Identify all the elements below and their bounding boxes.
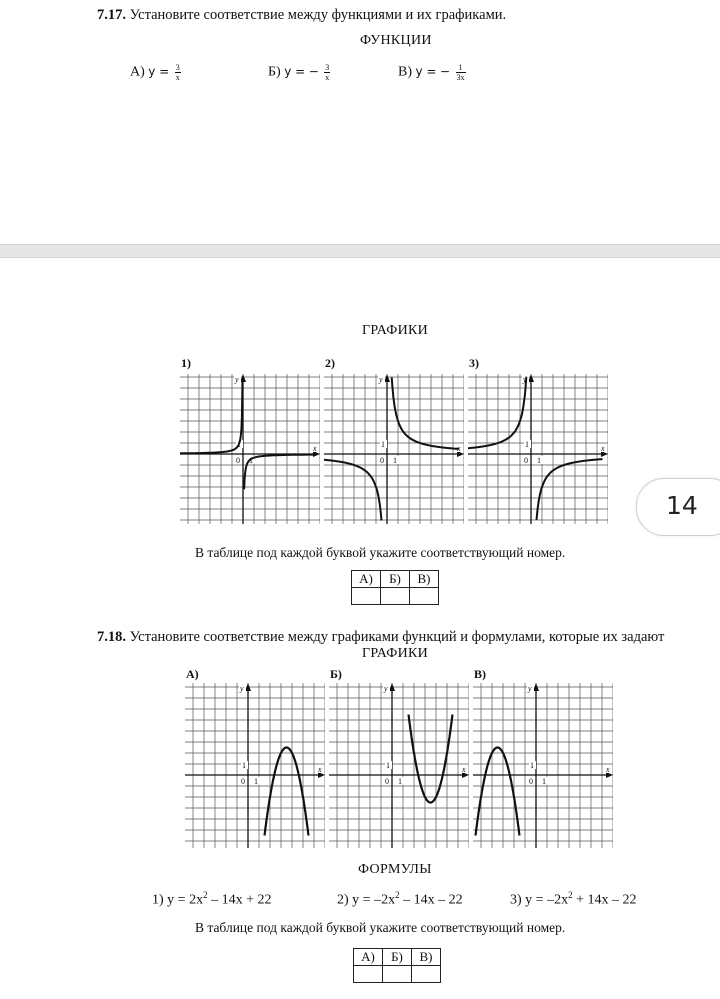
graph-1-curve <box>180 381 315 490</box>
task-718-title: Установите соответствие между графиками функций и формулами, которые их задают <box>129 629 665 645</box>
graph-1-origin-label: 0 <box>236 456 240 465</box>
instruction-718: В таблице под каждой буквой укажите соответствующий номер. <box>195 920 566 935</box>
graph-3-x-unit-label: 1 <box>537 456 541 465</box>
formula-2-number: 2) <box>337 892 349 908</box>
graph-2-origin-label: 0 <box>380 456 384 465</box>
page-divider <box>0 244 720 258</box>
graph-b-y-axis-label: y <box>384 684 388 693</box>
function-b-fraction: $\frac{3}{x}$ <box>325 63 330 82</box>
function-a-fraction: $\frac{3}{x}$ <box>175 63 180 82</box>
graph-b-grid <box>329 683 469 848</box>
task-717-title: Установите соответствие между функциями и их графиками. <box>129 7 507 23</box>
answer-table-718 <box>353 948 441 983</box>
graph-2 <box>324 374 464 524</box>
graph-c-grid <box>473 683 613 848</box>
graph-a-x-axis-label: x <box>318 765 322 774</box>
formula-3-part-b: + 14x – 22 <box>572 892 637 908</box>
graph-1-y-unit-label: 1 <box>237 440 241 449</box>
graph-c-label: В) <box>474 667 486 681</box>
answer-header-c: В) <box>410 571 439 588</box>
graph-c-y-unit-label: 1 <box>530 761 534 770</box>
answer-cell-a[interactable] <box>354 966 383 983</box>
answer-header-a: А) <box>354 949 383 966</box>
graph-2-y-axis-label: y <box>379 375 383 384</box>
answer-cell-b[interactable] <box>383 966 412 983</box>
graph-1-x-axis-label: x <box>313 444 317 453</box>
formula-2 <box>337 890 463 909</box>
graph-3-x-axis-label: x <box>601 444 605 453</box>
graph-b-x-axis-label: x <box>462 765 466 774</box>
graph-a-grid <box>185 683 325 848</box>
graph-a-label: А) <box>186 667 199 681</box>
function-b-letter: Б) <box>268 64 281 80</box>
answer-cell-b[interactable] <box>381 588 410 605</box>
formula-3 <box>510 890 636 909</box>
page-number: 14 <box>666 491 698 520</box>
task-718-number: 7.18. <box>97 629 126 645</box>
graph-c-x-unit-label: 1 <box>542 777 546 786</box>
function-a-lhs: y = <box>148 64 170 79</box>
graph-2-x-unit-label: 1 <box>393 456 397 465</box>
graph-1-label: 1) <box>181 356 191 370</box>
graph-1-y-axis-label: y <box>235 375 239 384</box>
graph-c-curve <box>476 748 520 836</box>
graph-1 <box>180 374 320 524</box>
formula-2-part-a: y = –2x <box>352 892 396 908</box>
formula-3-part-a: y = –2x <box>525 892 569 908</box>
function-a <box>130 63 181 82</box>
formula-3-number: 3) <box>510 892 522 908</box>
graph-3-curve <box>468 377 603 520</box>
graph-3 <box>468 374 608 524</box>
answer-cell-a[interactable] <box>352 588 381 605</box>
formula-3-exponent: 2 <box>568 890 573 900</box>
graph-a-origin-label: 0 <box>241 777 245 786</box>
graph-3-y-axis-label: y <box>523 375 527 384</box>
graph-a <box>185 683 325 848</box>
formula-1 <box>152 890 271 909</box>
answer-header-a: А) <box>352 571 381 588</box>
answer-cell-c[interactable] <box>410 588 439 605</box>
graph-b-curve <box>409 715 453 803</box>
graph-b-origin-label: 0 <box>385 777 389 786</box>
function-b-sign: − <box>308 64 319 79</box>
graph-2-y-unit-label: 1 <box>381 440 385 449</box>
graph-3-origin-label: 0 <box>524 456 528 465</box>
graphs-heading-718: ГРАФИКИ <box>362 646 429 661</box>
graph-3-label: 3) <box>469 356 479 370</box>
answer-header-b: Б) <box>383 949 412 966</box>
function-a-letter: А) <box>130 64 145 80</box>
formula-2-exponent: 2 <box>395 890 400 900</box>
graph-b <box>329 683 469 848</box>
graph-a-y-unit-label: 1 <box>242 761 246 770</box>
graph-a-x-unit-label: 1 <box>254 777 258 786</box>
graph-b-label: Б) <box>330 667 342 681</box>
graph-b-x-unit-label: 1 <box>398 777 402 786</box>
answer-table-717 <box>351 570 439 605</box>
graph-c-y-axis-label: y <box>528 684 532 693</box>
graph-c-x-axis-label: x <box>606 765 610 774</box>
graphs-heading-717: ГРАФИКИ <box>362 323 429 338</box>
function-c-lhs: y = <box>415 64 437 79</box>
function-c <box>398 63 466 82</box>
graph-a-y-axis-label: y <box>240 684 244 693</box>
graph-2-x-axis-label: x <box>457 444 461 453</box>
function-b-lhs: y = <box>284 64 306 79</box>
graph-1-grid <box>180 374 320 524</box>
function-c-fraction: $\frac{1}{3x}$ <box>456 63 465 82</box>
graph-a-curve <box>265 748 309 836</box>
graph-c-origin-label: 0 <box>529 777 533 786</box>
instruction-717: В таблице под каждой буквой укажите соответствующий номер. <box>195 545 566 560</box>
task-717-number: 7.17. <box>97 7 126 23</box>
formulas-heading: ФОРМУЛЫ <box>358 862 432 877</box>
function-b <box>268 63 330 82</box>
function-c-letter: В) <box>398 64 412 80</box>
formula-1-exponent: 2 <box>203 890 208 900</box>
formula-1-number: 1) <box>152 892 164 908</box>
graph-c <box>473 683 613 848</box>
formula-1-part-a: y = 2x <box>167 892 204 908</box>
formula-2-part-b: – 14x – 22 <box>399 892 463 908</box>
graph-3-y-unit-label: 1 <box>525 440 529 449</box>
page-number-badge[interactable] <box>636 478 720 536</box>
function-c-sign: − <box>439 64 451 79</box>
graph-1-x-unit-label: 1 <box>249 456 253 465</box>
graph-b-y-unit-label: 1 <box>386 761 390 770</box>
answer-header-c: В) <box>412 949 441 966</box>
task-718-heading <box>97 629 664 646</box>
formula-1-part-b: – 14x + 22 <box>207 892 272 908</box>
answer-cell-c[interactable] <box>412 966 441 983</box>
answer-header-b: Б) <box>381 571 410 588</box>
task-717-heading <box>97 7 506 24</box>
functions-heading: ФУНКЦИИ <box>360 33 432 48</box>
graph-2-label: 2) <box>325 356 335 370</box>
